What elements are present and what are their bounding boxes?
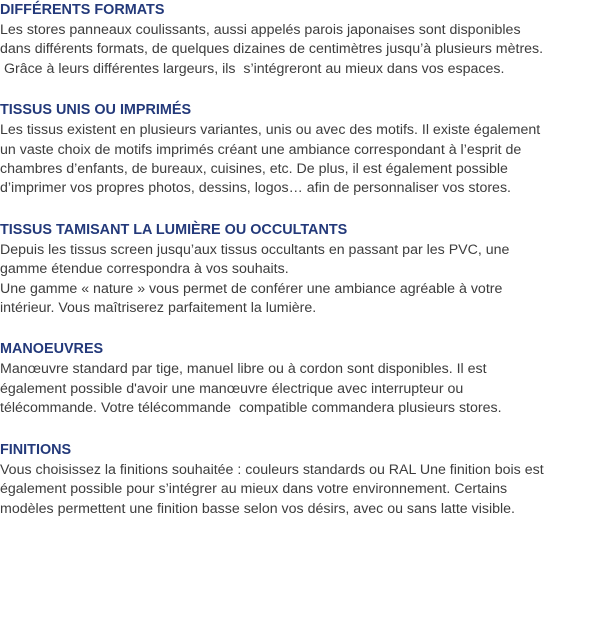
- text-line: Depuis les tissus screen jusqu’aux tissus occultants en passant par les PVC, une: [0, 241, 510, 258]
- text-line: également possible pour s’intégrer au mieux dans votre environnement. Certains: [0, 481, 508, 498]
- text-line: modèles permettent une finition basse selon vos désirs, avec ou sans latte visible.: [0, 500, 515, 517]
- section-paragraph: [0, 21, 600, 79]
- text-line: Une gamme « nature » vous permet de conférer une ambiance agréable à votre: [0, 280, 503, 297]
- text-line: Grâce à leurs différentes largeurs, ils s’intégreront au mieux dans vos espaces.: [0, 60, 505, 77]
- section-formats: [0, 1, 600, 79]
- text-line: d’imprimer vos propres photos, dessins, logos… afin de personnaliser vos stores.: [0, 180, 511, 197]
- section-heading: DIFFÉRENTS FORMATS: [0, 2, 165, 18]
- section-heading: MANOEUVRES: [0, 341, 104, 358]
- text-line: télécommande. Votre télécommande compatible commandera plusieurs stores.: [0, 400, 502, 417]
- text-line: chambres d’enfants, de bureaux, cuisines, etc. De plus, il est également possible: [0, 161, 508, 178]
- text-line: intérieur. Vous maîtriserez parfaitement la lumière.: [0, 300, 317, 317]
- text-line: Les stores panneaux coulissants, aussi appelés parois japonaises sont disponibles: [0, 22, 521, 38]
- text-line: également possible d'avoir une manœuvre électrique avec interrupteur ou: [0, 380, 464, 397]
- text-line: dans différents formats, de quelques dizaines de centimètres jusqu’à plusieurs mètres.: [0, 41, 544, 58]
- text-line: gamme étendue correspondra à vos souhaits.: [0, 261, 289, 278]
- section-tissus-unis: [0, 101, 600, 199]
- section-finitions: [0, 441, 600, 519]
- text-line: Manœuvre standard par tige, manuel libre ou à cordon sont disponibles. Il est: [0, 361, 487, 378]
- text-line: un vaste choix de motifs imprimés créant une ambiance correspondant à l’esprit de: [0, 141, 522, 158]
- section-paragraph: [0, 461, 600, 519]
- section-paragraph: [0, 360, 600, 418]
- section-heading: TISSUS TAMISANT LA LUMIÈRE OU OCCULTANTS: [0, 221, 348, 238]
- section-tissus-tamisant: [0, 221, 600, 319]
- text-line: Vous choisissez la finitions souhaitée : couleurs standards ou RAL Une finition bois est: [0, 461, 544, 478]
- text-line: Les tissus existent en plusieurs variantes, unis ou avec des motifs. Il existe également: [0, 122, 541, 139]
- section-heading: TISSUS UNIS OU IMPRIMÉS: [0, 102, 192, 119]
- section-manoeuvres: [0, 340, 600, 418]
- section-paragraph: [0, 241, 600, 319]
- section-heading: FINITIONS: [0, 441, 72, 458]
- section-paragraph: [0, 121, 600, 199]
